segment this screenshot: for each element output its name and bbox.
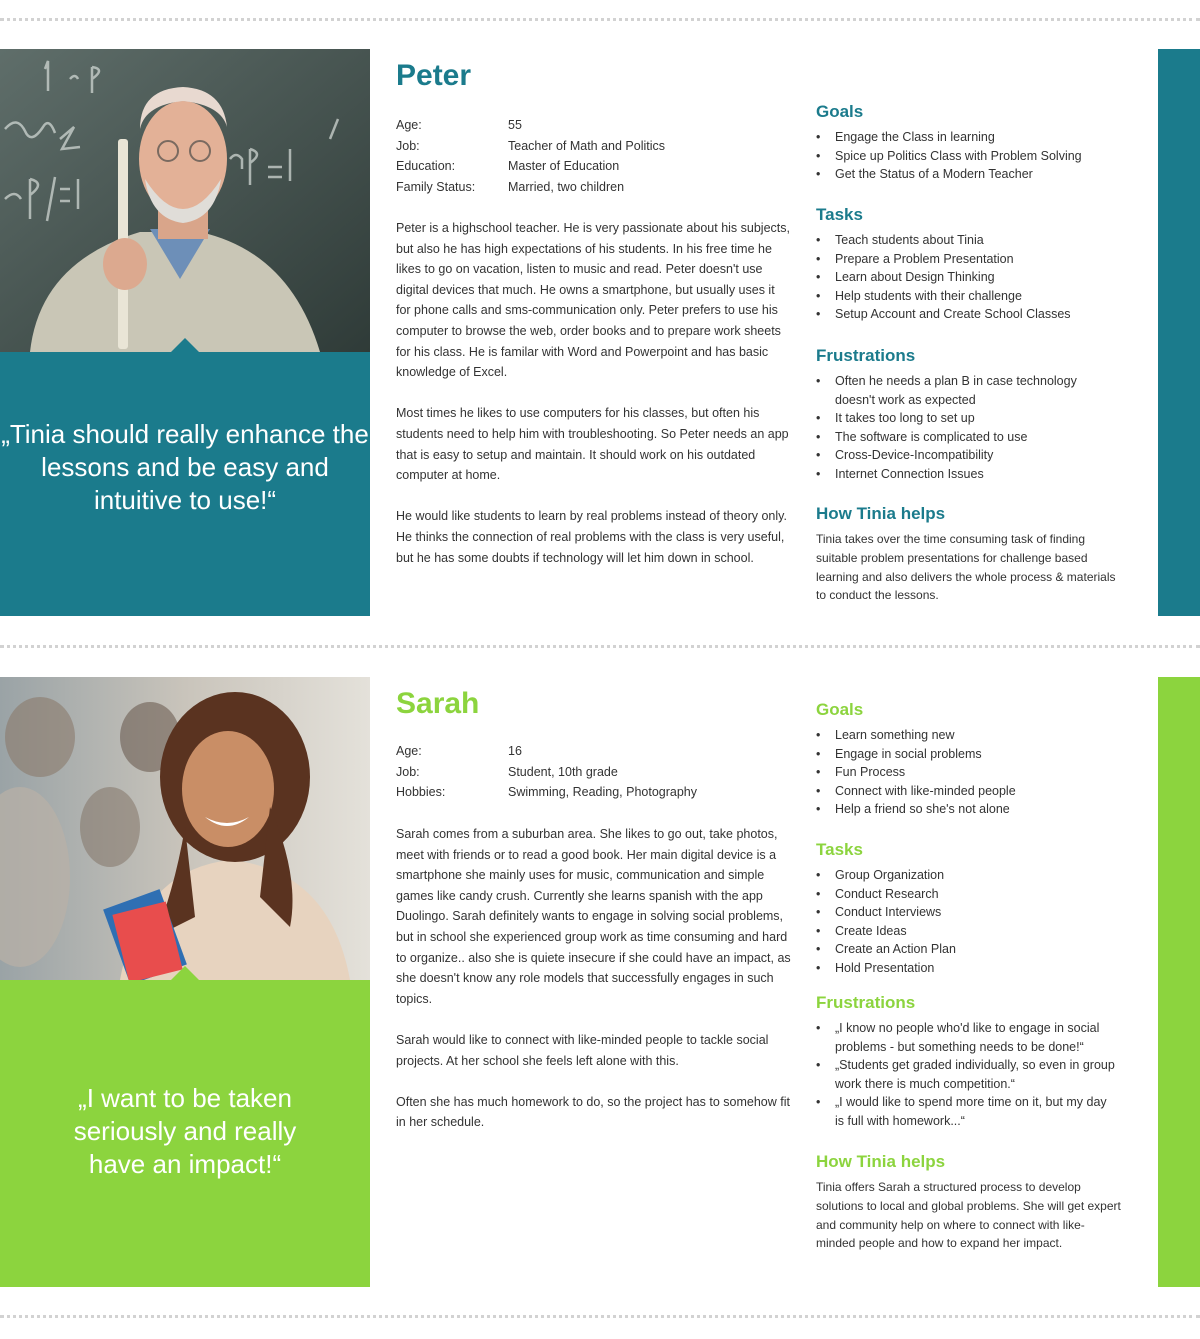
list-item: • The software is complicated to use	[816, 428, 1101, 447]
helps-text: Tinia offers Sarah a structured process to develop solutions to local and global problems. She will get expert and community help on where to connect with like-minded people and how to expand her impact.	[816, 1180, 1121, 1251]
fact-row: Job: Student, 10th grade	[396, 764, 618, 779]
helps-text: Tinia takes over the time consuming task of finding suitable problem presentations for challenge based learning and also delivers the whole process & materials to conduct the lessons.	[816, 532, 1116, 603]
list-item: • Create an Action Plan	[816, 940, 1121, 959]
section-title: Frustrations	[816, 993, 916, 1012]
list-item: • Learn something new	[816, 726, 1121, 745]
fact-row: Family Status: Married, two children	[396, 180, 625, 195]
divider-top	[0, 18, 1200, 21]
list-item: • „Students get graded individually, so even in group work there is much competition.“	[816, 1056, 1116, 1093]
sarah-facts	[396, 741, 697, 803]
sarah-accent-bar	[1158, 677, 1200, 1287]
peter-bio	[396, 218, 791, 589]
quote-pointer	[171, 966, 199, 980]
bio-paragraph: Most times he likes to use computers for his classes, but often his students need to help him with troubleshooting. So Peter needs an app that is easy to setup and maintain. It should work on his outdated computer at home.	[396, 406, 789, 483]
bio-paragraph: Sarah comes from a suburban area. She likes to go out, take photos, meet with friends or to read a good book. Her main digital device is a smartphone she mainly uses for music, communication and simple games like candy crush. Currently she learns spanish with the app Duolingo. Sarah definitely wants to engage in solving social problems, but in school she experienced group work as time consuming and hard to organize.. also she is quiete insecure if she could have an impact, as she doesn't know any role models that successfully engages in such topics.	[396, 827, 791, 1006]
section-title: Frustrations	[816, 346, 916, 365]
peter-photo	[0, 49, 370, 352]
sarah-goals	[816, 700, 1121, 819]
list-item: • Get the Status of a Modern Teacher	[816, 165, 1121, 184]
list-item: • It takes too long to set up	[816, 409, 1101, 428]
peter-goals	[816, 102, 1121, 184]
bio-paragraph: He would like students to learn by real problems instead of theory only. He thinks the connection of real problems with the class is very useful, but he has some doubts if technology will let him down in school.	[396, 509, 787, 565]
list-item: • Often he needs a plan B in case technology doesn't work as expected	[816, 372, 1101, 409]
section-title: How Tinia helps	[816, 504, 946, 523]
sarah-bio	[396, 824, 791, 1154]
sarah-frustrations	[816, 993, 1121, 1131]
list-item: • Connect with like-minded people	[816, 782, 1121, 801]
fact-row: Hobbies: Swimming, Reading, Photography	[396, 785, 697, 800]
section-title: Goals	[816, 700, 864, 719]
section-title: Tasks	[816, 840, 863, 859]
list-item: • Create Ideas	[816, 922, 1121, 941]
list-item: • Spice up Politics Class with Problem Solving	[816, 147, 1121, 166]
list-item: • Conduct Interviews	[816, 903, 1121, 922]
list-item: • Conduct Research	[816, 885, 1121, 904]
divider-middle	[0, 645, 1200, 648]
sarah-quote-box	[0, 980, 370, 1287]
list-item: • Help a friend so she's not alone	[816, 800, 1121, 819]
bio-paragraph: Peter is a highschool teacher. He is very passionate about his subjects, but also he has high expectations of his students. In his free time he likes to go on vacation, listen to music and read. Peter doesn't use digital devices that much. He owns a smartphone, but usually uses it for phone calls and sms-communication only. Peter prefers to use his computer to browse the web, order books and to prepare work sheets for his class. He is familar with Word and Powerpoint and has basic knowledge of Excel.	[396, 221, 790, 380]
divider-bottom	[0, 1315, 1200, 1318]
fact-row: Age: 55	[396, 118, 522, 132]
sarah-name: Sarah	[396, 687, 480, 720]
peter-accent-bar	[1158, 49, 1200, 616]
peter-quote-box	[0, 352, 370, 616]
list-item: • „I know no people who'd like to engage in social problems - but something needs to be done!“	[816, 1019, 1116, 1056]
peter-quote: „Tinia should really enhance the lessons and be easy and intuitive to use!“	[1, 419, 369, 515]
list-item: • Internet Connection Issues	[816, 465, 1101, 484]
section-title: Tasks	[816, 205, 863, 224]
fact-row: Education: Master of Education	[396, 159, 620, 174]
list-item: • Help students with their challenge	[816, 287, 1121, 306]
list-item: • Fun Process	[816, 763, 1121, 782]
list-item: • Engage the Class in learning	[816, 128, 1121, 147]
list-item: • „I would like to spend more time on it, but my day is full with homework...“	[816, 1093, 1116, 1130]
peter-how-tinia-helps	[816, 504, 1121, 605]
list-item: • Learn about Design Thinking	[816, 268, 1121, 287]
bio-paragraph: Often she has much homework to do, so the project has to somehow fit in her schedule.	[396, 1094, 790, 1130]
list-item: • Engage in social problems	[816, 745, 1121, 764]
list-item: • Hold Presentation	[816, 959, 1121, 978]
peter-facts	[396, 115, 665, 198]
persona-card-sarah	[0, 677, 1200, 1287]
list-item: • Group Organization	[816, 866, 1121, 885]
sarah-tasks	[816, 840, 1121, 978]
sarah-photo	[0, 677, 370, 980]
section-title: How Tinia helps	[816, 1152, 946, 1171]
peter-name: Peter	[396, 59, 472, 92]
list-item: • Teach students about Tinia	[816, 231, 1121, 250]
peter-frustrations	[816, 346, 1121, 484]
list-item: • Setup Account and Create School Classes	[816, 305, 1121, 324]
list-item: • Prepare a Problem Presentation	[816, 250, 1121, 269]
bio-paragraph: Sarah would like to connect with like-minded people to tackle social projects. At her school she feels left alone with this.	[396, 1032, 769, 1068]
list-item: • Cross-Device-Incompatibility	[816, 446, 1101, 465]
peter-tasks	[816, 205, 1121, 324]
section-title: Goals	[816, 102, 864, 121]
persona-card-peter	[0, 49, 1200, 616]
quote-pointer	[171, 338, 199, 352]
sarah-how-tinia-helps	[816, 1152, 1121, 1253]
fact-row: Job: Teacher of Math and Politics	[396, 138, 666, 153]
fact-row: Age: 16	[396, 744, 522, 758]
sarah-quote: „I want to be taken seriously and really have an impact!“	[73, 1083, 297, 1179]
